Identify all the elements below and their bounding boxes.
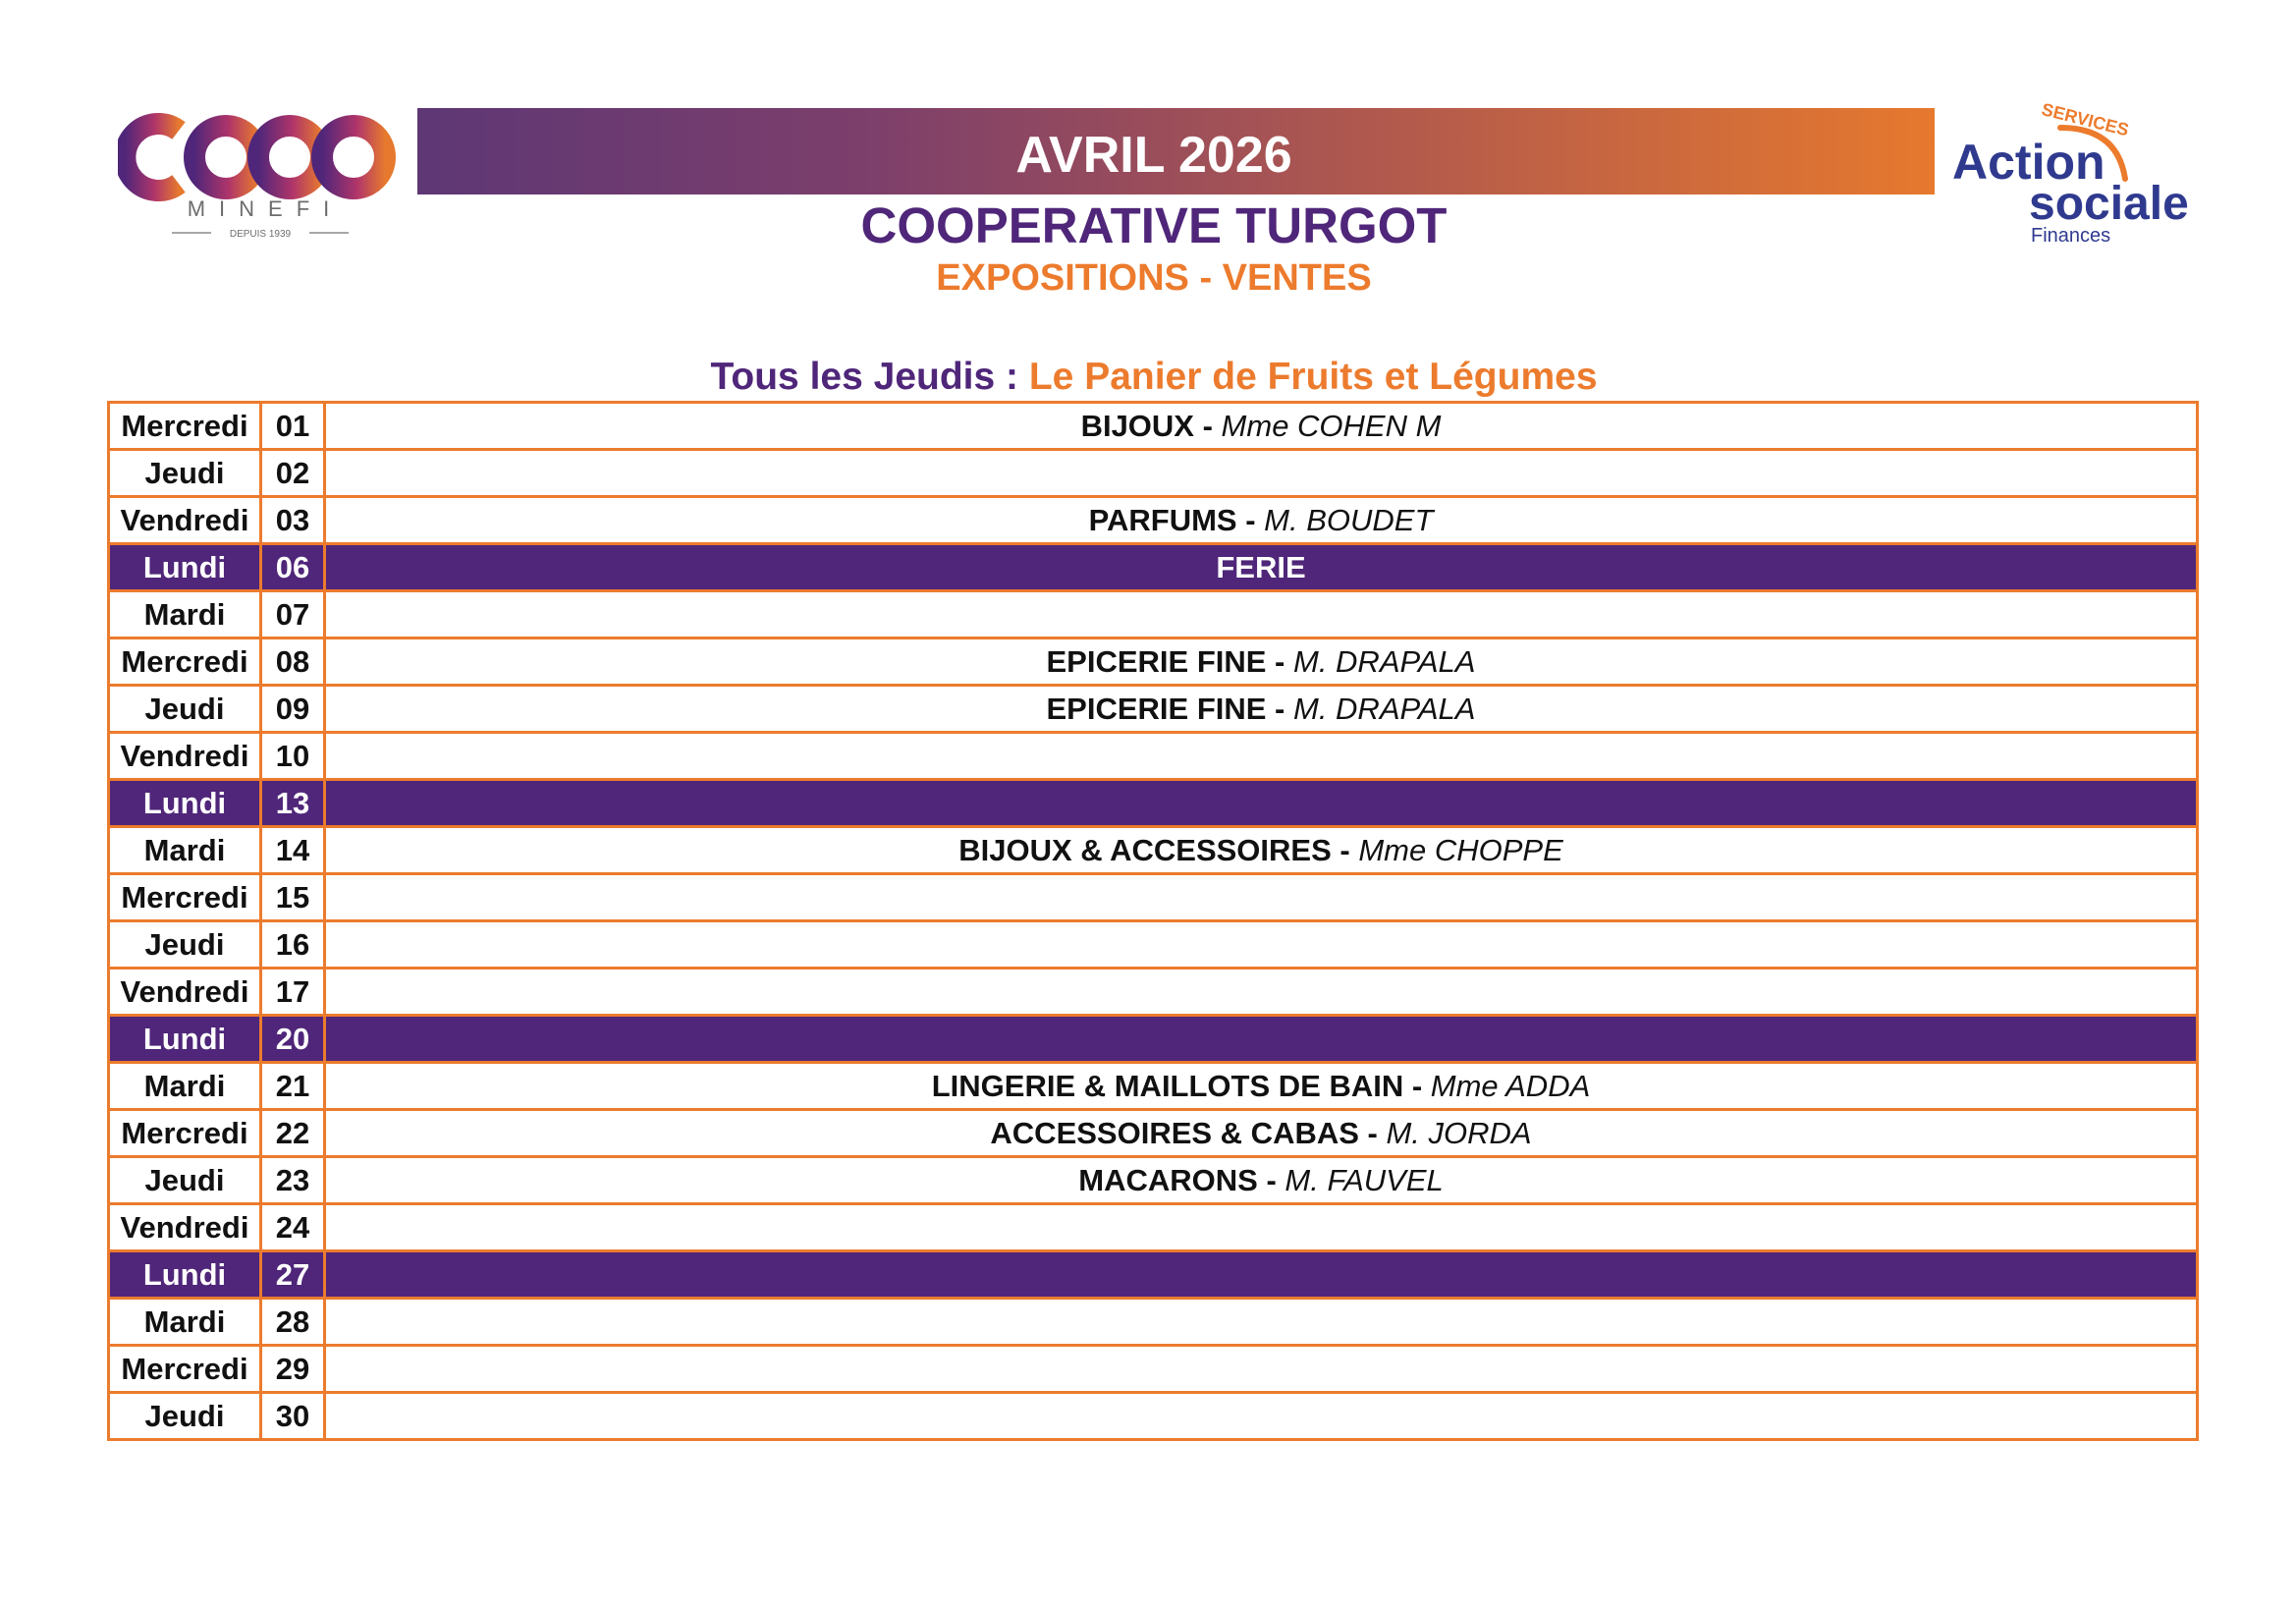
day-name-cell: Lundi xyxy=(109,1016,261,1063)
event-separator: - xyxy=(1266,643,1293,679)
day-name-cell: Vendredi xyxy=(109,1204,261,1251)
event-cell xyxy=(325,403,2198,450)
table-row xyxy=(109,1110,2198,1157)
table-row xyxy=(109,686,2198,733)
event-cell xyxy=(325,780,2198,827)
day-number-cell: 08 xyxy=(261,638,325,686)
day-number-cell: 20 xyxy=(261,1016,325,1063)
table-row xyxy=(109,969,2198,1016)
event-vendor: Mme ADDA xyxy=(1430,1068,1591,1103)
day-number-cell: 24 xyxy=(261,1204,325,1251)
day-name-cell: Jeudi xyxy=(109,1393,261,1440)
table-row xyxy=(109,450,2198,497)
event-cell xyxy=(325,1157,2198,1204)
event-separator: - xyxy=(1266,691,1293,726)
table-row xyxy=(109,1251,2198,1299)
day-number-cell: 21 xyxy=(261,1063,325,1110)
table-row xyxy=(109,1204,2198,1251)
action-text: Action xyxy=(1952,135,2105,190)
day-name-cell: Mercredi xyxy=(109,638,261,686)
event-separator: - xyxy=(1236,502,1265,537)
event-cell xyxy=(325,1393,2198,1440)
event-vendor: M. BOUDET xyxy=(1264,502,1434,537)
action-sociale-logo xyxy=(1942,98,2217,255)
table-row xyxy=(109,1063,2198,1110)
table-row xyxy=(109,591,2198,638)
event-cell xyxy=(325,591,2198,638)
day-name-cell: Vendredi xyxy=(109,969,261,1016)
table-row xyxy=(109,1346,2198,1393)
event-separator: - xyxy=(1257,1162,1285,1197)
table-row xyxy=(109,638,2198,686)
table-row xyxy=(109,874,2198,921)
coop-minefi-logo xyxy=(118,103,412,250)
day-number-cell: 28 xyxy=(261,1299,325,1346)
table-row xyxy=(109,921,2198,969)
event-title: EPICERIE FINE xyxy=(1046,691,1267,726)
event-cell xyxy=(325,1299,2198,1346)
day-number-cell: 16 xyxy=(261,921,325,969)
minefi-text: MINEFI xyxy=(187,196,344,221)
event-cell xyxy=(325,874,2198,921)
day-name-cell: Lundi xyxy=(109,544,261,591)
event-cell xyxy=(325,544,2198,591)
day-name-cell: Mercredi xyxy=(109,874,261,921)
services-text: SERVICES xyxy=(2039,99,2131,140)
event-cell xyxy=(325,921,2198,969)
event-title: PARFUMS xyxy=(1088,502,1237,537)
day-name-cell: Jeudi xyxy=(109,686,261,733)
since-text: DEPUIS 1939 xyxy=(229,229,292,240)
event-cell xyxy=(325,1346,2198,1393)
event-cell xyxy=(325,686,2198,733)
table-row xyxy=(109,1016,2198,1063)
day-number-cell: 27 xyxy=(261,1251,325,1299)
event-cell xyxy=(325,1016,2198,1063)
day-name-cell: Lundi xyxy=(109,780,261,827)
day-number-cell: 01 xyxy=(261,403,325,450)
event-title: BIJOUX xyxy=(1080,408,1194,443)
table-row xyxy=(109,544,2198,591)
table-row xyxy=(109,780,2198,827)
day-name-cell: Mardi xyxy=(109,1063,261,1110)
table-row xyxy=(109,1299,2198,1346)
day-name-cell: Mardi xyxy=(109,1299,261,1346)
page-subtitle: EXPOSITIONS - VENTES xyxy=(936,257,1372,299)
day-number-cell: 15 xyxy=(261,874,325,921)
event-separator: - xyxy=(1193,408,1222,443)
finances-text: Finances xyxy=(2031,225,2111,247)
event-title: MACARONS xyxy=(1078,1162,1258,1197)
event-cell xyxy=(325,1063,2198,1110)
event-title: ACCESSOIRES & CABAS xyxy=(990,1115,1359,1150)
event-cell xyxy=(325,1204,2198,1251)
day-name-cell: Mercredi xyxy=(109,1346,261,1393)
day-number-cell: 30 xyxy=(261,1393,325,1440)
sociale-text: sociale xyxy=(2029,178,2189,230)
event-title: LINGERIE & MAILLOTS DE BAIN xyxy=(931,1068,1404,1103)
month-title: AVRIL 2026 xyxy=(1015,127,1292,184)
weekly-notice xyxy=(108,356,2200,399)
event-cell xyxy=(325,1110,2198,1157)
day-name-cell: Jeudi xyxy=(109,450,261,497)
page-title: COOPERATIVE TURGOT xyxy=(860,197,1448,253)
event-separator: - xyxy=(1403,1068,1431,1103)
event-vendor: Mme COHEN M xyxy=(1221,408,1442,443)
day-name-cell: Jeudi xyxy=(109,921,261,969)
day-name-cell: Vendredi xyxy=(109,497,261,544)
day-number-cell: 29 xyxy=(261,1346,325,1393)
day-number-cell: 10 xyxy=(261,733,325,780)
day-number-cell: 03 xyxy=(261,497,325,544)
day-number-cell: 14 xyxy=(261,827,325,874)
day-name-cell: Lundi xyxy=(109,1251,261,1299)
event-cell xyxy=(325,733,2198,780)
table-row xyxy=(109,733,2198,780)
event-title: EPICERIE FINE xyxy=(1046,643,1267,679)
event-separator: - xyxy=(1358,1115,1387,1150)
event-vendor: M. DRAPALA xyxy=(1293,643,1476,679)
day-number-cell: 02 xyxy=(261,450,325,497)
event-cell xyxy=(325,450,2198,497)
event-cell xyxy=(325,497,2198,544)
event-title: FERIE xyxy=(1216,549,1306,584)
day-name-cell: Mercredi xyxy=(109,403,261,450)
table-row xyxy=(109,1157,2198,1204)
day-number-cell: 23 xyxy=(261,1157,325,1204)
event-vendor: Mme CHOPPE xyxy=(1358,832,1563,867)
day-number-cell: 06 xyxy=(261,544,325,591)
calendar-table xyxy=(107,401,2199,1441)
day-name-cell: Mercredi xyxy=(109,1110,261,1157)
table-row xyxy=(109,1393,2198,1440)
event-vendor: M. JORDA xyxy=(1386,1115,1532,1150)
day-name-cell: Jeudi xyxy=(109,1157,261,1204)
weekly-label: Tous les Jeudis : xyxy=(710,356,1029,398)
day-number-cell: 09 xyxy=(261,686,325,733)
event-vendor: M. DRAPALA xyxy=(1293,691,1476,726)
weekly-value: Le Panier de Fruits et Légumes xyxy=(1028,356,1598,398)
event-cell xyxy=(325,969,2198,1016)
table-row xyxy=(109,827,2198,874)
day-name-cell: Mardi xyxy=(109,827,261,874)
day-number-cell: 17 xyxy=(261,969,325,1016)
day-name-cell: Mardi xyxy=(109,591,261,638)
table-row xyxy=(109,403,2198,450)
event-cell xyxy=(325,638,2198,686)
table-row xyxy=(109,497,2198,544)
day-number-cell: 13 xyxy=(261,780,325,827)
event-title: BIJOUX & ACCESSOIRES xyxy=(958,832,1332,867)
day-number-cell: 22 xyxy=(261,1110,325,1157)
day-number-cell: 07 xyxy=(261,591,325,638)
event-cell xyxy=(325,827,2198,874)
day-name-cell: Vendredi xyxy=(109,733,261,780)
event-cell xyxy=(325,1251,2198,1299)
event-separator: - xyxy=(1331,832,1359,867)
event-vendor: M. FAUVEL xyxy=(1285,1162,1444,1197)
